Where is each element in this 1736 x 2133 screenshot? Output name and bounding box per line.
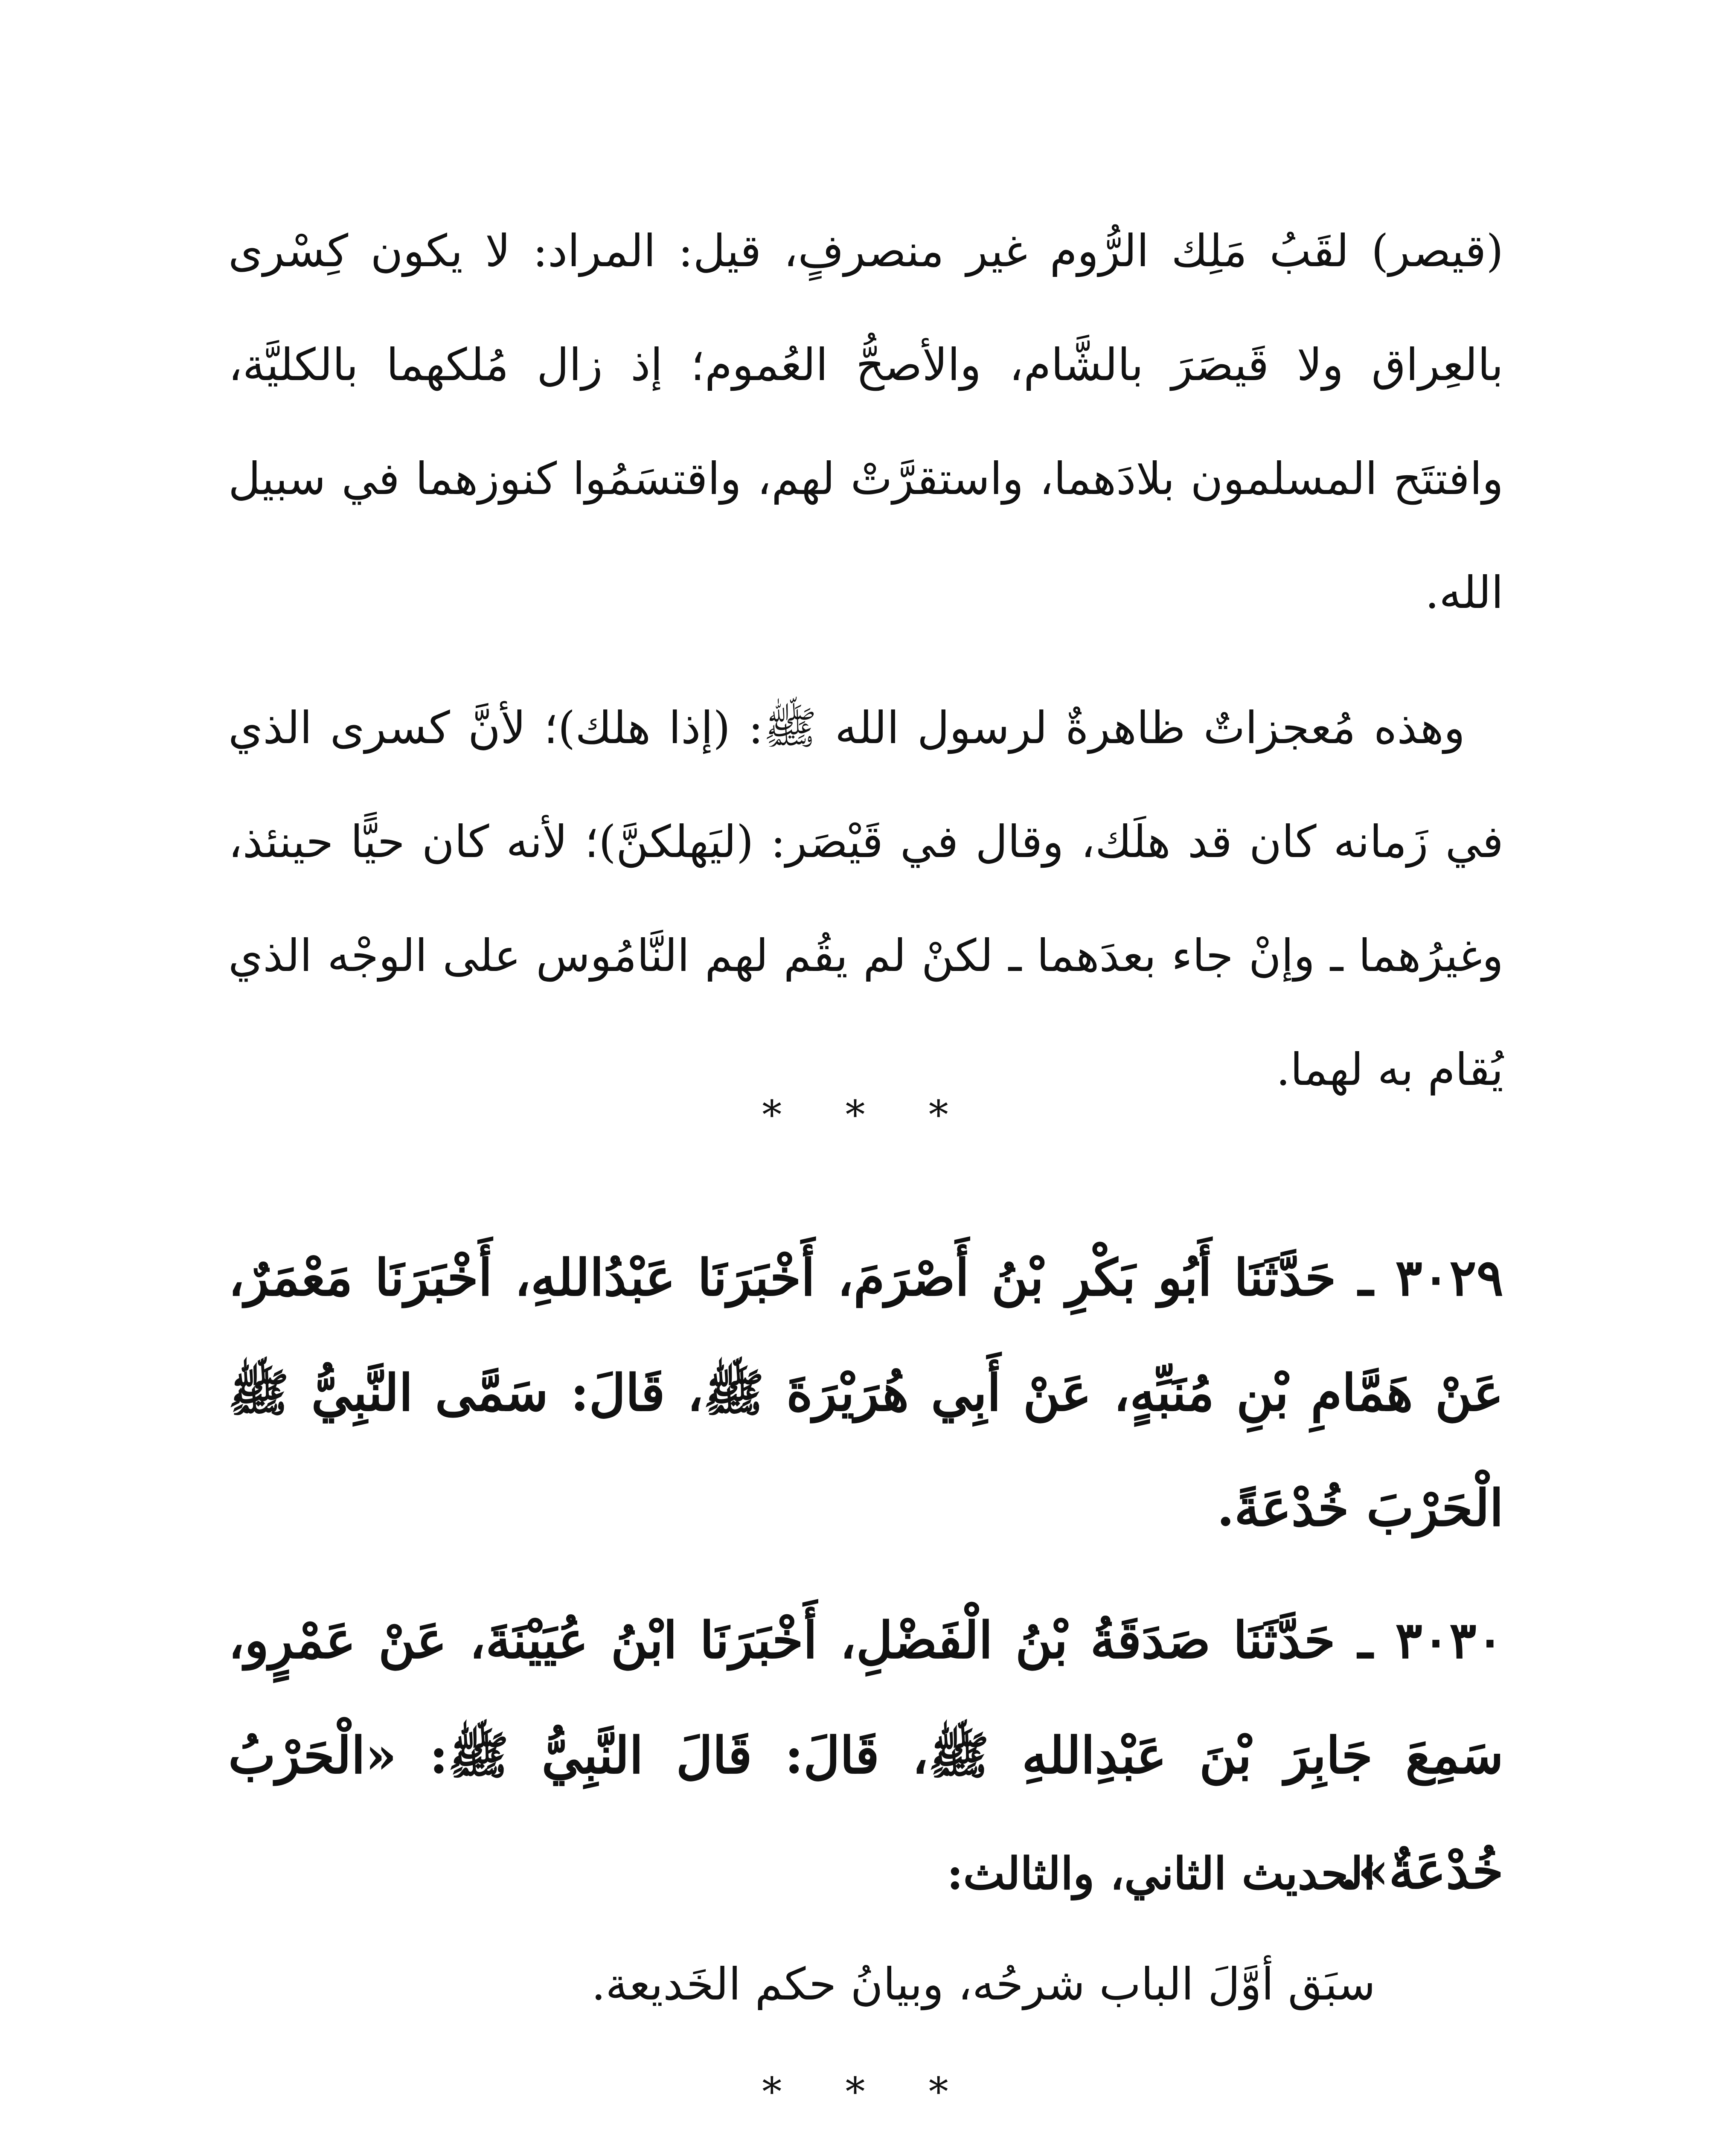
- commentary-paragraph-1: (قيصر) لقَبُ مَلِك الرُّوم غير منصرفٍ، قيل: المراد: لا يكون كِسْرى بالعِراق ولا قَيصَرَ بالشَّام، والأصحُّ العُموم؛ إذ زال مُلكهما بالكليَّة، وافتتَح المسلمون بلادَهما، واستقرَّتْ لهم، واقتسَمُوا كنوزهما في سبيل الله.: [228, 225, 1503, 619]
- hadith-3029: ٣٠٢٩ ـ حَدَّثَنَا أَبُو بَكْرِ بْنُ أَصْرَمَ، أَخْبَرَنَا عَبْدُاللهِ، أَخْبَرَنَا مَعْمَرٌ، عَنْ هَمَّامِ بْنِ مُنَبِّهٍ، عَنْ أَبِي هُرَيْرَةَ ﷺ، قَالَ: سَمَّى النَّبِيُّ ﷺ الْحَرْبَ خُدْعَةً.: [228, 1248, 1503, 1537]
- commentary-paragraph-2: وهذه مُعجزاتٌ ظاهرةٌ لرسول الله ﷺ: (إذا هلك)؛ لأنَّ كسرى الذي في زَمانه كان قد هلَك، وقال في قَيْصَر: (ليَهلكنَّ)؛ لأنه كان حيًّا حينئذ، وغيرُهما ـ وإنْ جاء بعدَهما ـ لكنْ لم يقُم لهم النَّامُوس على الوجْه الذي يُقام به لهما.: [228, 702, 1503, 1096]
- hadith-3030: ٣٠٣٠ ـ حَدَّثَنَا صَدَقَةُ بْنُ الْفَضْلِ، أَخْبَرَنَا ابْنُ عُيَيْنَةَ، عَنْ عَمْرٍو، سَمِعَ جَابِرَ بْنَ عَبْدِاللهِ ﷺ، قَالَ: قَالَ النَّبِيُّ ﷺ: «الْحَرْبُ خُدْعَةٌ».: [228, 1610, 1503, 1900]
- section-body: سبَق أوَّلَ الباب شرحُه، وبيانُ حكم الخَديعة.: [591, 1958, 1375, 2010]
- section-separator-stars-2: * * *: [762, 2069, 974, 2115]
- section-heading: الحديث الثاني، والثالث:: [947, 1847, 1375, 1900]
- hadith-block: [228, 1220, 1503, 1928]
- section-separator-stars: * * *: [762, 1092, 974, 1138]
- commentary-block: [228, 194, 1503, 1127]
